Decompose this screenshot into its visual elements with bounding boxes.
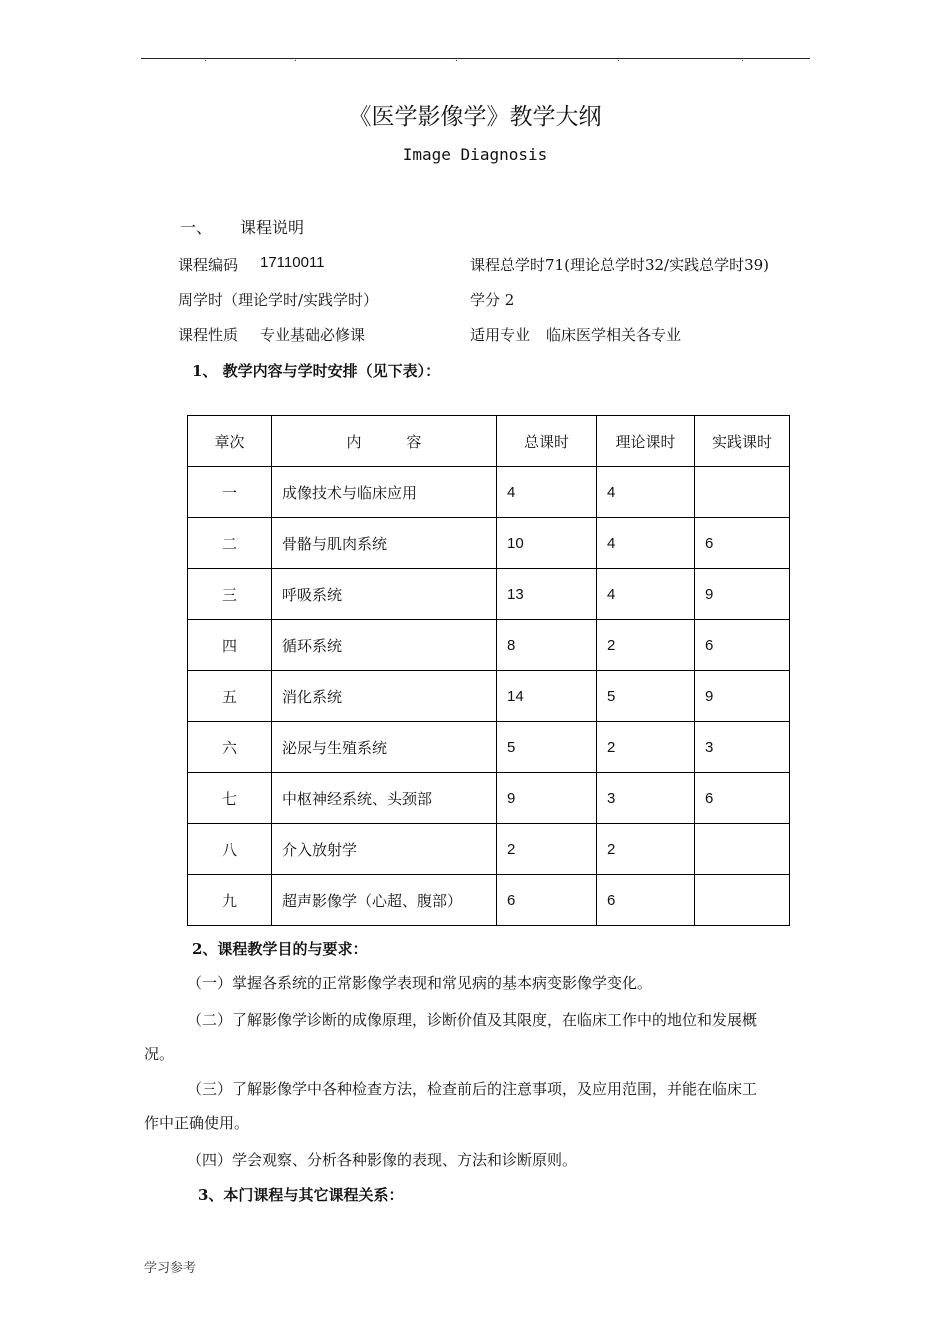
content-cell: 超声影像学（心超、腹部） — [272, 875, 497, 926]
course-code-label: 课程编码 — [178, 256, 239, 274]
theory-hours-cell: 4 — [597, 569, 695, 620]
goal-4: （四）学会观察、分析各种影像的表现、方法和诊断原则。 — [187, 1151, 578, 1169]
total-hours-cell: 5 — [497, 722, 597, 773]
item2-heading: 2、课程教学目的与要求： — [192, 940, 368, 958]
chapter-cell: 二 — [188, 518, 272, 569]
goal-3-line2: 作中正确使用。 — [144, 1114, 250, 1132]
goal-1: （一）掌握各系统的正常影像学表现和常见病的基本病变影像学变化。 — [187, 974, 653, 992]
chapter-cell: 三 — [188, 569, 272, 620]
total-hours-cell: 6 — [497, 875, 597, 926]
practice-hours-cell — [695, 875, 790, 926]
header-practice: 实践课时 — [695, 416, 790, 467]
table-header-row — [188, 416, 790, 467]
header-rule — [141, 58, 810, 59]
content-cell: 消化系统 — [272, 671, 497, 722]
table-row — [188, 569, 790, 620]
chapter-cell: 九 — [188, 875, 272, 926]
weekly-hours: 周学时（理论学时/实践学时） — [178, 291, 379, 309]
chapter-cell: 八 — [188, 824, 272, 875]
total-hours: 课程总学时71(理论总学时32/实践总学时39) — [470, 256, 770, 274]
table-row — [188, 467, 790, 518]
theory-hours-cell: 5 — [597, 671, 695, 722]
chapter-cell: 四 — [188, 620, 272, 671]
practice-hours-cell: 6 — [695, 620, 790, 671]
item3-heading: 3、本门课程与其它课程关系： — [198, 1186, 404, 1204]
theory-hours-cell: 2 — [597, 620, 695, 671]
total-hours-cell: 13 — [497, 569, 597, 620]
table-row — [188, 824, 790, 875]
practice-hours-cell: 9 — [695, 671, 790, 722]
section-number: 一、 — [180, 218, 213, 237]
total-hours-cell: 14 — [497, 671, 597, 722]
total-hours-cell: 4 — [497, 467, 597, 518]
content-cell: 呼吸系统 — [272, 569, 497, 620]
goal-3-line1: （三）了解影像学中各种检查方法，检查前后的注意事项，及应用范围，并能在临床工 — [187, 1080, 758, 1098]
total-hours-cell: 2 — [497, 824, 597, 875]
hours-table — [187, 415, 790, 926]
footer-text: 学习参考 — [144, 1261, 197, 1276]
goal-2-line1: （二）了解影像学诊断的成像原理，诊断价值及其限度，在临床工作中的地位和发展概 — [187, 1011, 758, 1029]
content-cell: 中枢神经系统、头颈部 — [272, 773, 497, 824]
practice-hours-cell: 3 — [695, 722, 790, 773]
document-title: 《医学影像学》教学大纲 — [348, 104, 602, 130]
table-row — [188, 722, 790, 773]
content-cell: 成像技术与临床应用 — [272, 467, 497, 518]
header-dot: . — [204, 54, 207, 64]
header-dot: . — [294, 54, 297, 64]
total-hours-cell: 10 — [497, 518, 597, 569]
theory-hours-cell: 2 — [597, 824, 695, 875]
practice-hours-cell: 9 — [695, 569, 790, 620]
header-dot: . — [617, 54, 620, 64]
content-cell: 骨骼与肌肉系统 — [272, 518, 497, 569]
table-row — [188, 620, 790, 671]
total-hours-cell: 9 — [497, 773, 597, 824]
header-total: 总课时 — [497, 416, 597, 467]
total-hours-cell: 8 — [497, 620, 597, 671]
chapter-cell: 五 — [188, 671, 272, 722]
practice-hours-cell: 6 — [695, 518, 790, 569]
practice-hours-cell: 6 — [695, 773, 790, 824]
theory-hours-cell: 4 — [597, 518, 695, 569]
item1-heading: 1、 教学内容与学时安排（见下表）： — [192, 362, 441, 380]
content-cell: 介入放射学 — [272, 824, 497, 875]
theory-hours-cell: 3 — [597, 773, 695, 824]
content-cell: 泌尿与生殖系统 — [272, 722, 497, 773]
chapter-cell: 七 — [188, 773, 272, 824]
table-row — [188, 518, 790, 569]
table-row — [188, 671, 790, 722]
chapter-cell: 六 — [188, 722, 272, 773]
theory-hours-cell: 4 — [597, 467, 695, 518]
course-nature-value: 专业基础必修课 — [260, 326, 366, 344]
header-chapter: 章次 — [188, 416, 272, 467]
content-cell: 循环系统 — [272, 620, 497, 671]
course-nature-label: 课程性质 — [178, 326, 239, 344]
major-label: 适用专业 — [470, 326, 531, 344]
table-row — [188, 773, 790, 824]
theory-hours-cell: 6 — [597, 875, 695, 926]
section-heading: 课程说明 — [240, 218, 305, 237]
header-theory: 理论课时 — [597, 416, 695, 467]
course-code-value: 17110011 — [260, 254, 325, 271]
header-dot: . — [741, 54, 744, 64]
header-dot: . — [455, 54, 458, 64]
chapter-cell: 一 — [188, 467, 272, 518]
credits: 学分 2 — [470, 291, 515, 309]
practice-hours-cell — [695, 824, 790, 875]
practice-hours-cell — [695, 467, 790, 518]
header-content: 内 容 — [272, 416, 497, 467]
table-row — [188, 875, 790, 926]
document-subtitle: Image Diagnosis — [402, 145, 548, 164]
major-value: 临床医学相关各专业 — [546, 326, 682, 344]
goal-2-line2: 况。 — [144, 1045, 175, 1063]
theory-hours-cell: 2 — [597, 722, 695, 773]
